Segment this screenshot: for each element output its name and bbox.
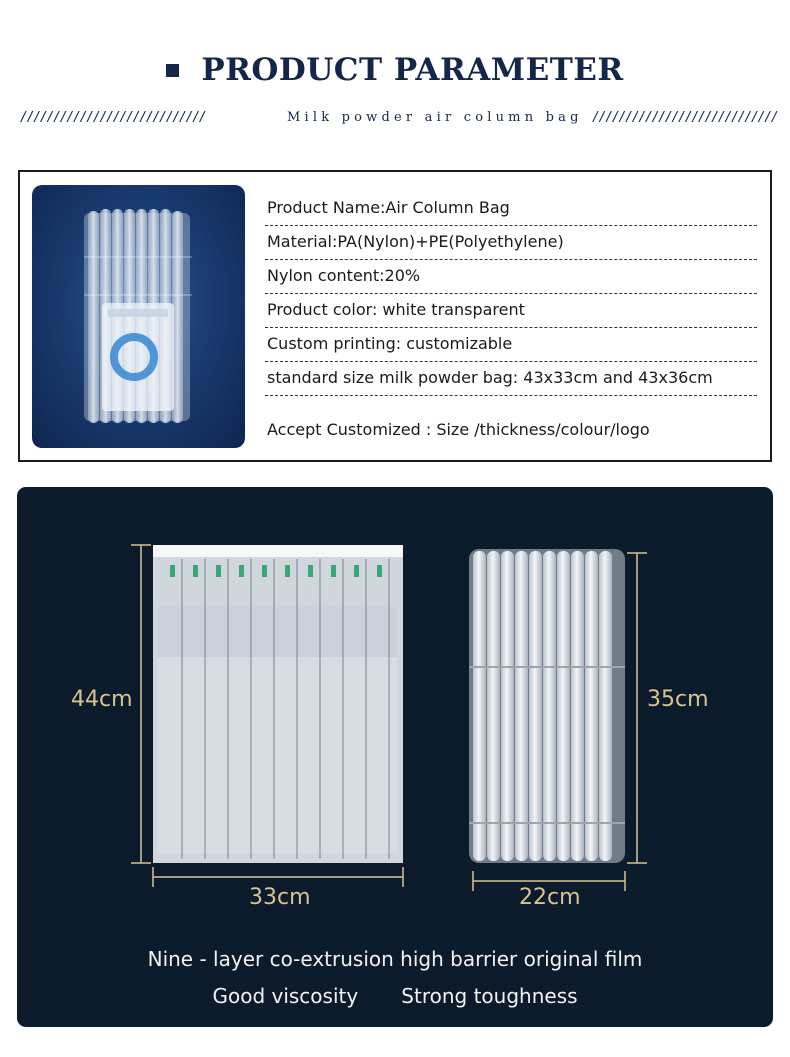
slash-divider-left: //////////////////////////// [20,110,206,125]
accept-customized: Accept Customized : Size /thickness/colour/logo [267,420,650,439]
product-photo [32,185,245,448]
spec-product-color: Product color: white transparent [265,294,757,328]
header [0,48,790,92]
caption-film: Nine - layer co-extrusion high barrier original film [147,947,643,971]
bag-dimension-illustration [17,487,773,1027]
caption-viscosity: Good viscosity [212,984,359,1008]
subtitle-row [0,106,790,132]
page-title: PRODUCT PARAMETER [201,52,624,88]
page-subtitle: Milk powder air column bag [287,110,583,125]
dimension-panel [17,487,773,1027]
flat-width-label: 33cm [249,885,311,910]
spec-product-name: Product Name:Air Column Bag [265,192,757,226]
air-column-bag-photo-icon [32,185,245,448]
caption-properties [17,984,773,1008]
slash-divider-right: //////////////////////////// [592,110,778,125]
spec-material: Material:PA(Nylon)+PE(Polyethylene) [265,226,757,260]
inflated-height-label: 35cm [647,687,709,712]
spec-custom-printing: Custom printing: customizable [265,328,757,362]
spec-standard-size: standard size milk powder bag: 43x33cm and 43x36cm [265,362,757,396]
spec-nylon-content: Nylon content:20% [265,260,757,294]
square-bullet-icon [166,64,179,77]
inflated-width-label: 22cm [519,885,581,910]
flat-height-label: 44cm [71,687,133,712]
flat-bag-image [153,545,403,863]
inflated-bag-image [469,549,625,863]
spec-box [18,170,772,462]
caption-toughness: Strong toughness [401,984,578,1008]
spec-list [265,192,757,396]
